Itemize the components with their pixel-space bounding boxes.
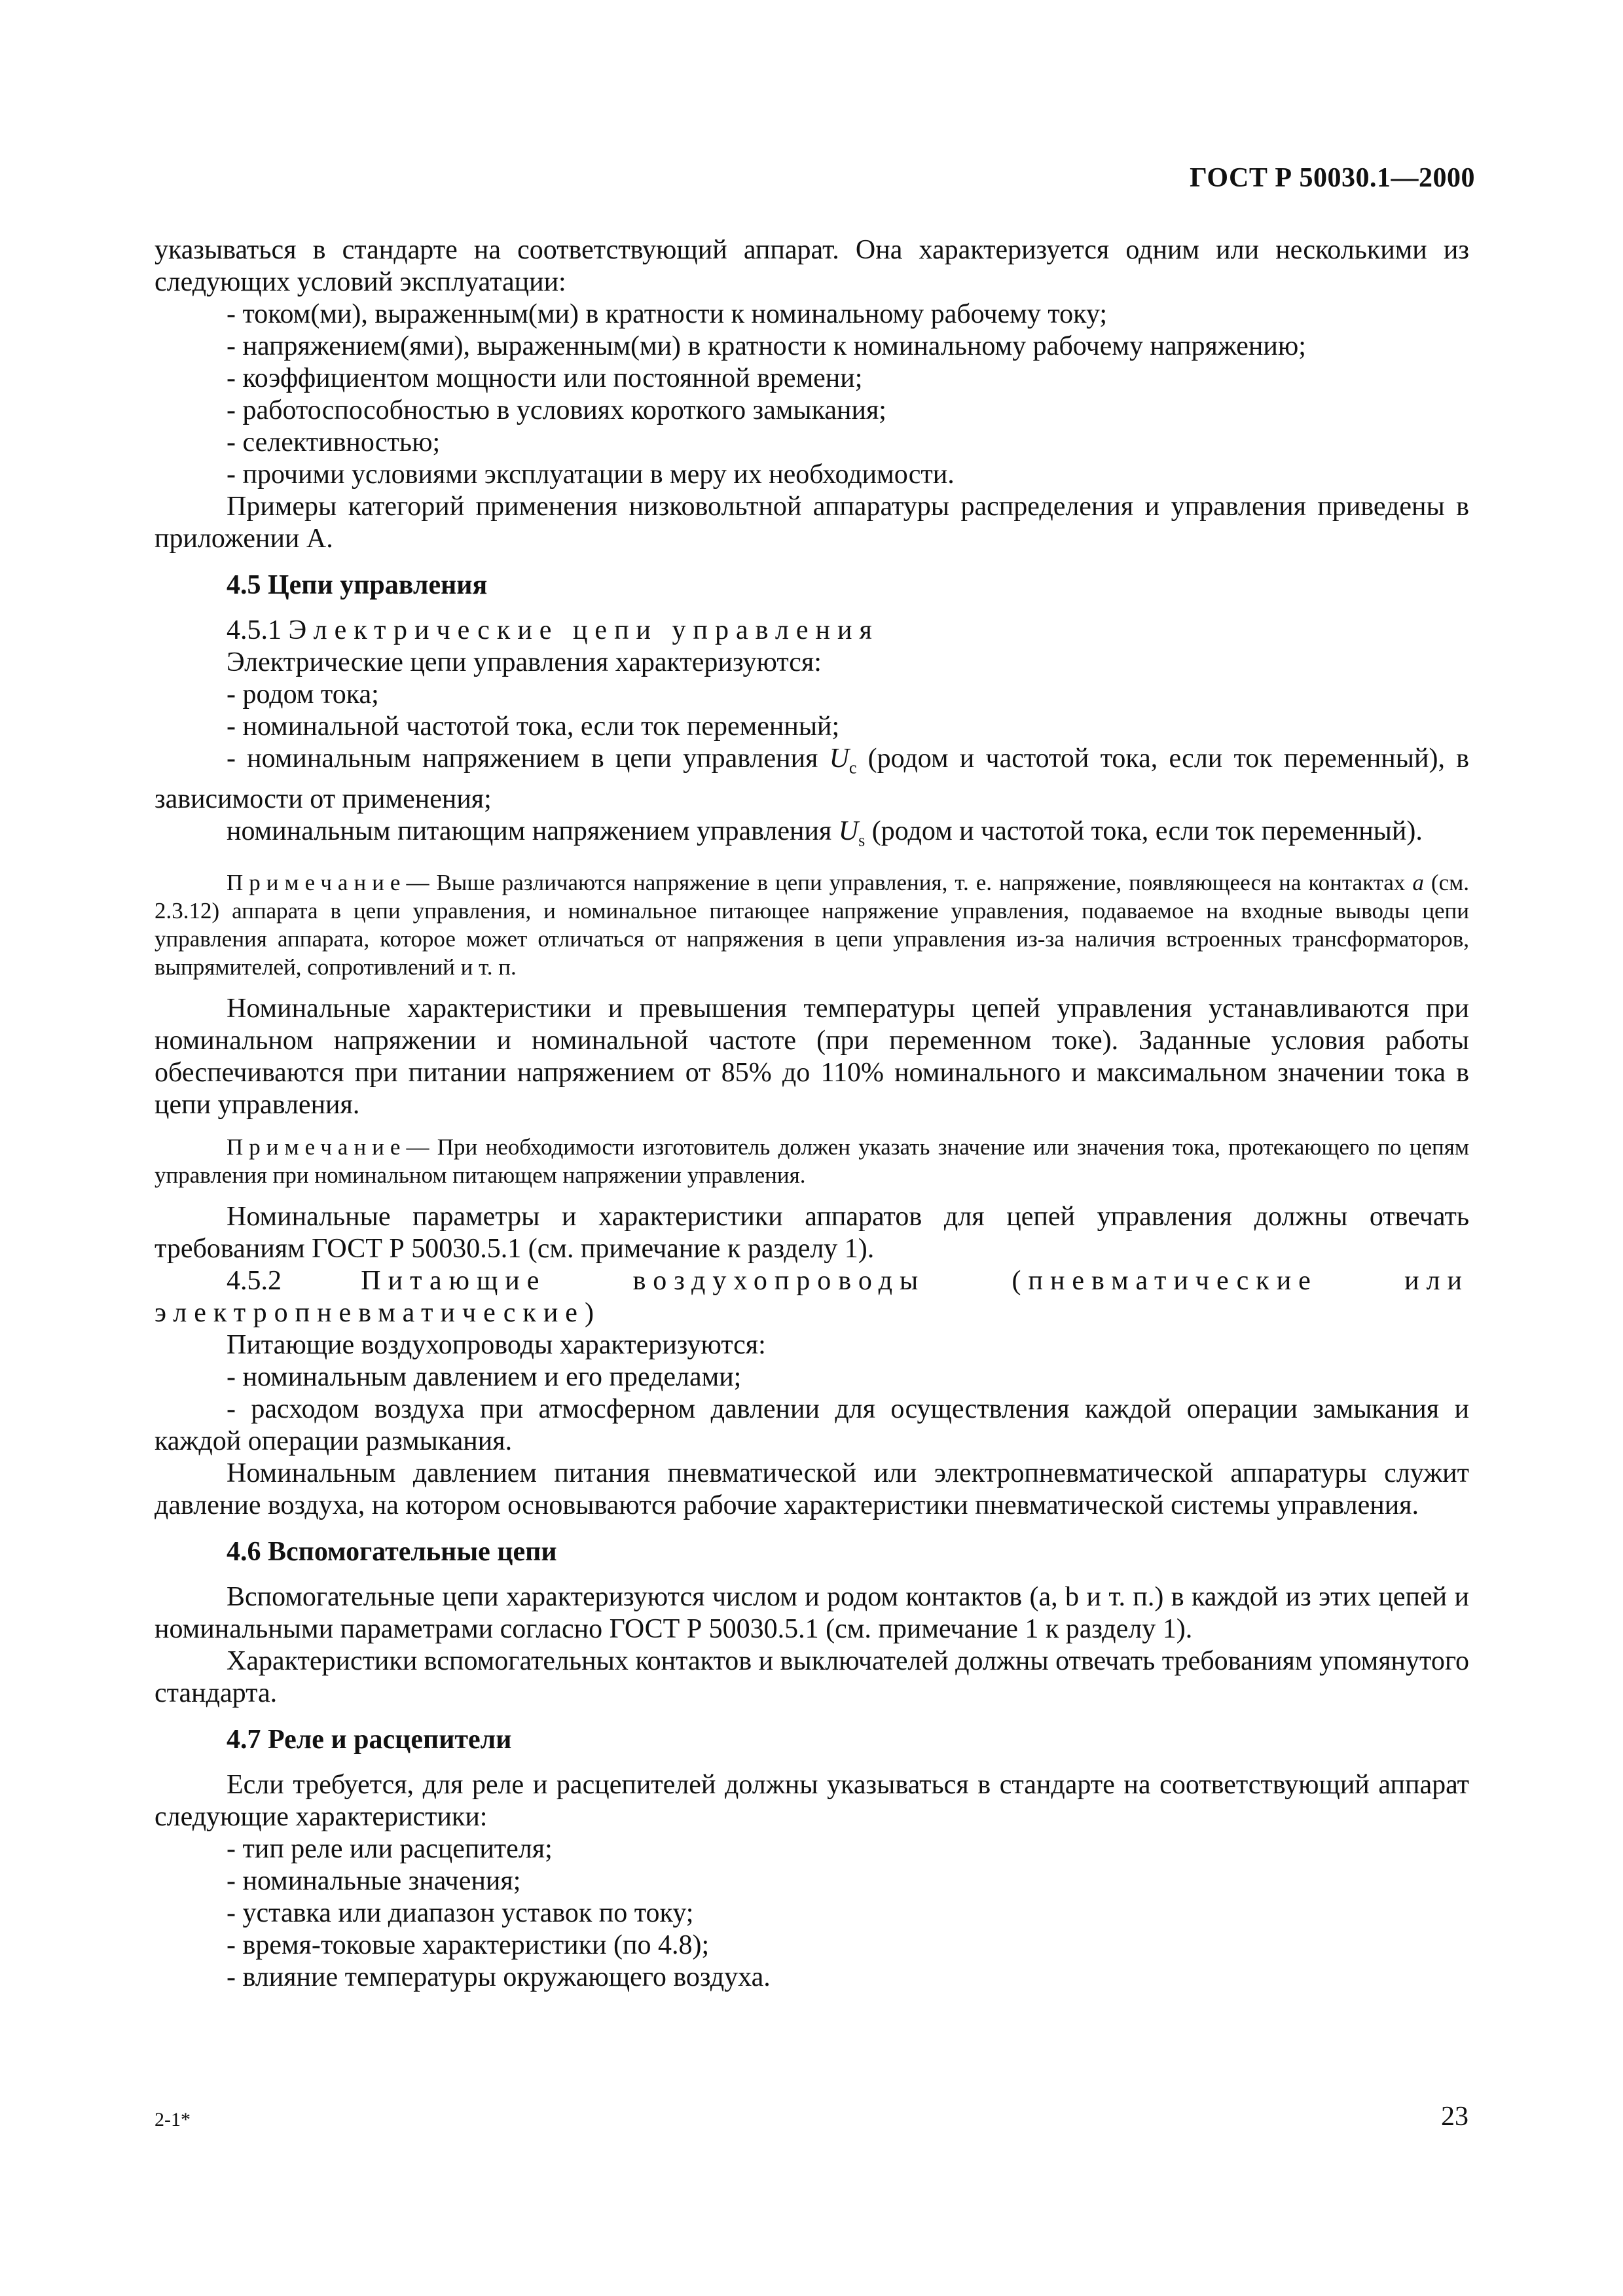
note-text: — Выше различаются напряжение в цепи управления, т. е. напряжение, появляющееся на контактах (406, 869, 1413, 895)
page-number: 23 (1441, 2102, 1468, 2132)
paragraph-aux-1: Вспомогательные цепи характеризуются числом и родом контактов (a, b и т. п.) в каждой из этих цепей и номинальными параметрами согласно ГОСТ Р 50030.5.1 (см. примечание 1 к разделу 1). (155, 1581, 1469, 1644)
paragraph-params: Номинальные параметры и характеристики аппаратов для цепей управления должны отвечать требованиям ГОСТ Р 50030.5.1 (см. примечание к разделу 1). (155, 1201, 1469, 1264)
section-heading-4-5: 4.5 Цепи управления (227, 570, 488, 600)
symbol-subscript: c (848, 758, 857, 778)
list-item-supply-voltage (155, 816, 1469, 856)
paragraph-characterized: Электрические цепи управления характеризуются: (227, 647, 822, 677)
paragraph-nominal: Номинальные характеристики и превышения температуры цепей управления устанавливаются при номинальном напряжении и номинальной частоте (при переменном токе). Заданные условия работы обеспечиваются при питании напряжением от 85% до 110% номинального и максимальном значении тока в цепи управления. (155, 993, 1469, 1120)
list-item: - селективностью; (227, 427, 441, 457)
list-item: - напряжением(ями), выраженным(ми) в кратности к номинальному рабочему напряжению; (227, 331, 1306, 361)
subsection-number: 4.5.1 (227, 615, 282, 645)
list-item: - коэффициентом мощности или постоянной времени; (227, 363, 863, 393)
list-item-control-voltage (155, 743, 1469, 816)
paragraph-continuation: указываться в стандарте на соответствующий аппарат. Она характеризуется одним или несколькими из следующих условий эксплуатации: (155, 235, 1469, 297)
note-text: — При необходимости изготовитель должен указать значение или значения тока, протекающего по цепям управления при номинальном питающем напряжении управления. (155, 1134, 1469, 1188)
subsection-number: 4.5.2 (227, 1265, 282, 1296)
subsection-4-5-2 (155, 1265, 1469, 1329)
symbol-u: U (829, 744, 849, 774)
note-label: Примечание (227, 1134, 407, 1160)
list-item: - уставка или диапазон уставок по току; (227, 1897, 694, 1928)
document-body (155, 234, 1469, 1994)
document-id-header: ГОСТ Р 50030.1—2000 (1190, 163, 1475, 193)
list-item: - работоспособностью в условиях короткого замыкания; (227, 395, 886, 425)
subsection-4-5-1 (155, 615, 1469, 647)
list-text: - номинальным напряжением в цепи управления (227, 744, 830, 774)
note-label: Примечание (227, 869, 407, 895)
list-item: - током(ми), выраженным(ми) в кратности к номинальному рабочему току; (227, 299, 1108, 329)
paragraph-examples: Примеры категорий применения низковольтной аппаратуры распределения и управления приведены в приложении А. (155, 492, 1469, 554)
list-text: номинальным питающим напряжением управления (227, 816, 839, 847)
subsection-title: Электрические цепи управления (288, 615, 879, 645)
list-item: - номинальные значения; (227, 1865, 521, 1896)
paragraph-aux-2: Характеристики вспомогательных контактов и выключателей должны отвечать требованиям упомянутого стандарта. (155, 1645, 1469, 1708)
list-item: - номинальным давлением и его пределами; (227, 1361, 742, 1392)
list-item: - влияние температуры окружающего воздуха. (227, 1962, 771, 1992)
subsection-title: Питающие воздухопроводы (пневматические или электропневматические) (155, 1265, 1469, 1328)
list-item: - номинальной частотой тока, если ток переменный; (227, 711, 840, 742)
symbol-subscript: s (858, 831, 866, 850)
paragraph-pressure: Номинальным давлением питания пневматической или электропневматической аппаратуры служит давление воздуха, на котором основываются рабочие характеристики пневматической системы управления. (155, 1458, 1469, 1520)
list-item: - расходом воздуха при атмосферном давлении для осуществления каждой операции замыкания и каждой операции размыкания. (155, 1393, 1469, 1456)
paragraph-relay: Если требуется, для реле и расцепителей должны указываться в стандарте на соответствующий аппарат следующие характеристики: (155, 1769, 1469, 1832)
sheet-mark: 2-1* (155, 2109, 191, 2130)
list-text: (родом и частотой тока, если ток переменный), в зависимости от применения; (155, 744, 1469, 815)
paragraph-air: Питающие воздухопроводы характеризуются: (227, 1329, 766, 1360)
section-heading-4-7: 4.7 Реле и расцепители (227, 1724, 512, 1755)
list-item: - тип реле или расцепителя; (227, 1833, 553, 1864)
section-heading-4-6: 4.6 Вспомогательные цепи (227, 1536, 557, 1567)
list-item: - время-токовые характеристики (по 4.8); (227, 1929, 710, 1960)
note-text: (см. 2.3.12) аппарата в цепи управления, и номинальное питающее напряжение управления, подаваемое на входные выводы цепи управления аппарата, которое может отличаться от напряжения в цепи управления из-за наличия встроенных трансформаторов, выпрямителей, сопротивлений и т. п. (155, 869, 1469, 980)
symbol-u: U (838, 816, 859, 847)
list-item: - родом тока; (227, 679, 379, 709)
note-1 (155, 869, 1469, 981)
symbol-a: a (1412, 869, 1424, 895)
list-text: (родом и частотой тока, если ток переменный). (865, 816, 1423, 847)
note-2 (155, 1133, 1469, 1189)
list-item: - прочими условиями эксплуатации в меру их необходимости. (227, 459, 955, 490)
